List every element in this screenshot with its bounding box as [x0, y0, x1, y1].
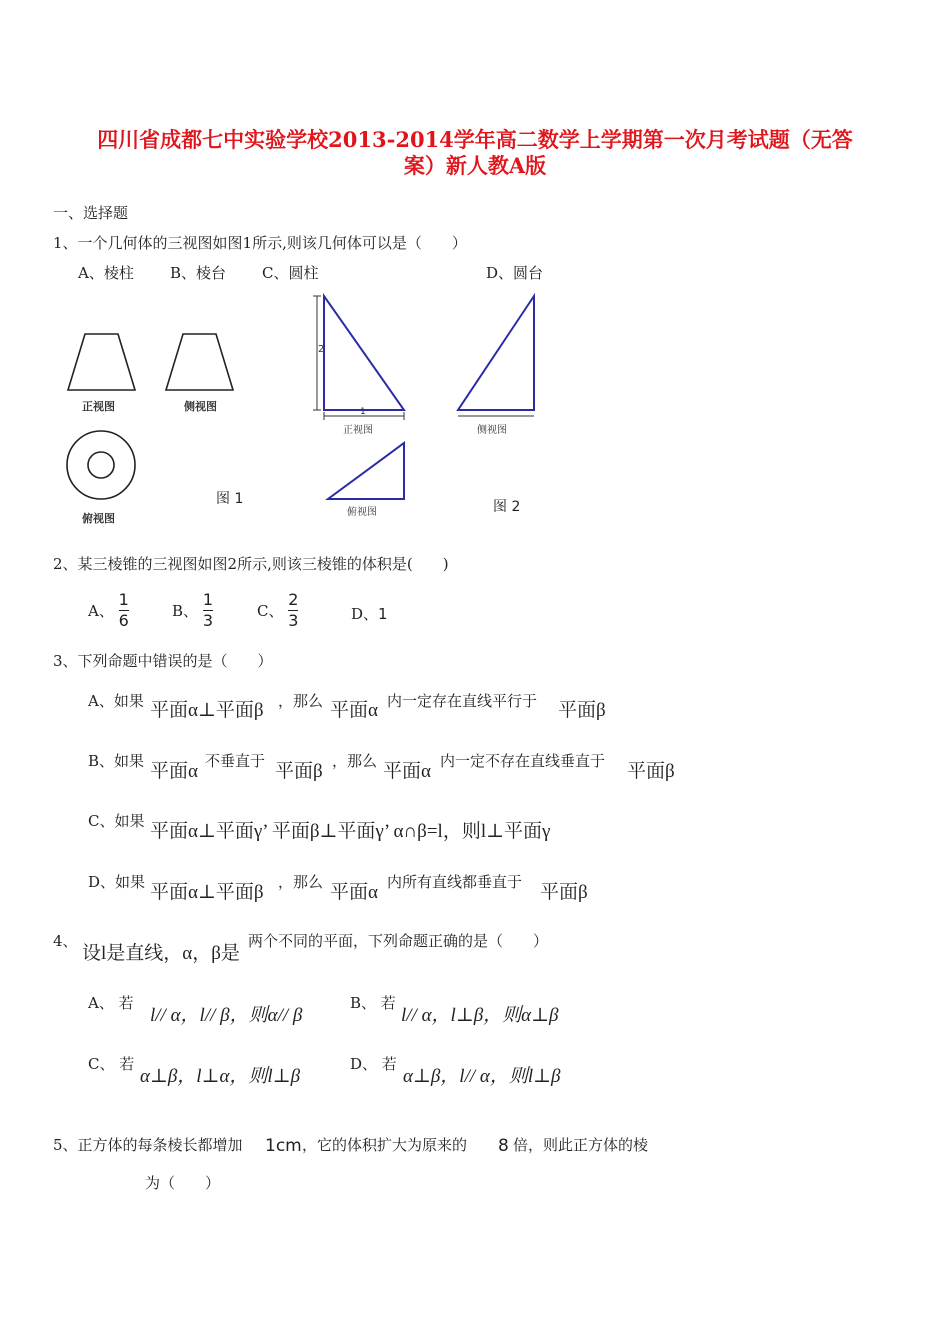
q3-d-text2: 内所有直线都垂直于: [387, 873, 523, 891]
q2-a-label: A、: [88, 602, 114, 620]
q1-option-c: C、圆柱: [262, 264, 319, 282]
q3-b-text1: 不垂直于: [205, 752, 266, 770]
fig1-top-outer-circle: [67, 431, 135, 499]
q3-a-label: A、如果: [88, 692, 144, 710]
q2-d-label: D、: [351, 605, 379, 623]
q4-c-math: α⊥β，l⊥α，则l⊥β: [140, 1066, 301, 1087]
q3-d-math3: 平面β: [540, 882, 588, 903]
q2-a-numerator: 1: [118, 590, 129, 609]
q2-a-denominator: 6: [118, 611, 129, 630]
fig2-height-label: 2: [318, 344, 325, 355]
q5-text1: 5、正方体的每条棱长都增加: [53, 1136, 243, 1154]
q3-a-math3: 平面β: [558, 700, 606, 721]
q1-option-d: D、圆台: [486, 264, 544, 282]
q3-d-label: D、如果: [88, 873, 146, 891]
section-heading: 一、选择题: [53, 204, 129, 222]
fig1-side-label: 侧视图: [184, 400, 217, 413]
fig1-front-label: 正视图: [82, 400, 115, 413]
q4-b-label: B、 若: [350, 994, 396, 1012]
q4-stem-math: 设l是直线，α，β是: [82, 943, 240, 964]
fig1-caption: 图 1: [216, 491, 244, 507]
q2-b-label: B、: [172, 602, 199, 620]
q4-d-math: α⊥β，l// α，则l⊥β: [403, 1066, 561, 1087]
q3-b-text3: 内一定不存在直线垂直于: [440, 752, 606, 770]
q3-b-math3: 平面α: [383, 761, 431, 782]
q2-c-label: C、: [257, 602, 284, 620]
q5-text3: 倍，则此正方体的棱: [513, 1136, 649, 1154]
q1-option-b: B、棱台: [170, 264, 227, 282]
fig2-base-label: 1: [360, 407, 366, 417]
document-title-line1: 四川省成都七中实验学校2013-2014学年高二数学上学期第一次月考试题（无答: [97, 127, 853, 152]
fig1-top-inner-circle: [88, 452, 114, 478]
fig2-top-label: 俯视图: [347, 507, 377, 518]
q2-b-denominator: 3: [202, 611, 213, 630]
q5-math2: 8: [498, 1136, 509, 1156]
q2-c-denominator: 3: [288, 611, 299, 630]
q3-d-text1: ，那么: [278, 873, 324, 891]
q2-c-numerator: 2: [288, 590, 299, 609]
q3-d-math1: 平面α⊥平面β: [150, 882, 264, 903]
q4-number: 4、: [53, 932, 78, 950]
q3-c-math1: 平面α⊥平面γ’ 平面β⊥平面γ’ α∩β=l，则l⊥平面γ: [150, 821, 551, 842]
fig2-top-triangle: [328, 443, 404, 499]
q2-d-value: 1: [378, 605, 388, 623]
q4-d-label: D、 若: [350, 1055, 397, 1073]
q2-option-d: [351, 603, 388, 624]
q4-b-math: l// α，l⊥β，则α⊥β: [401, 1005, 559, 1026]
fig1-top-label: 俯视图: [82, 512, 115, 525]
q2-b-numerator: 1: [202, 590, 213, 609]
fig2-front-label: 正视图: [343, 425, 373, 436]
q2-option-b: [172, 590, 213, 631]
q3-b-math1: 平面α: [150, 761, 198, 782]
q3-a-text2: 内一定存在直线平行于: [387, 692, 538, 710]
q5-text4: 为（ ）: [145, 1174, 221, 1192]
q4-a-label: A、 若: [88, 994, 134, 1012]
q3-d-math2: 平面α: [330, 882, 378, 903]
q1-stem: 1、一个几何体的三视图如图1所示,则该几何体可以是（ ）: [53, 234, 467, 252]
q5-text2: ，它的体积扩大为原来的: [302, 1136, 468, 1154]
fig2-caption: 图 2: [493, 499, 521, 515]
q3-b-text2: ，那么: [332, 752, 378, 770]
q3-a-math2: 平面α: [330, 700, 378, 721]
q2-option-a: [88, 590, 129, 631]
q3-stem: 3、下列命题中错误的是（ ）: [53, 652, 273, 670]
q3-a-text1: ，那么: [278, 692, 324, 710]
q3-b-label: B、如果: [88, 752, 145, 770]
q4-a-math: l// α，l// β，则α// β: [150, 1005, 303, 1026]
fig2-front-triangle: [324, 296, 404, 410]
q4-stem-text: 两个不同的平面，下列命题正确的是（ ）: [248, 932, 549, 950]
q2-stem: 2、某三棱锥的三视图如图2所示,则该三棱锥的体积是( ): [53, 555, 449, 573]
fig1-front-trapezoid: [68, 334, 135, 390]
fig2-side-triangle: [458, 296, 534, 410]
q3-b-math4: 平面β: [627, 761, 675, 782]
q3-b-math2: 平面β: [275, 761, 323, 782]
q5-math1: 1cm: [265, 1136, 302, 1156]
q2-option-c: [257, 590, 298, 631]
q1-option-a: A、棱柱: [78, 264, 134, 282]
q4-c-label: C、 若: [88, 1055, 135, 1073]
fig2-side-label: 侧视图: [477, 425, 507, 436]
q3-c-label: C、如果: [88, 812, 145, 830]
q3-a-math1: 平面α⊥平面β: [150, 700, 264, 721]
fig1-side-trapezoid: [166, 334, 233, 390]
document-title-line2: 案）新人教A版: [403, 153, 547, 178]
